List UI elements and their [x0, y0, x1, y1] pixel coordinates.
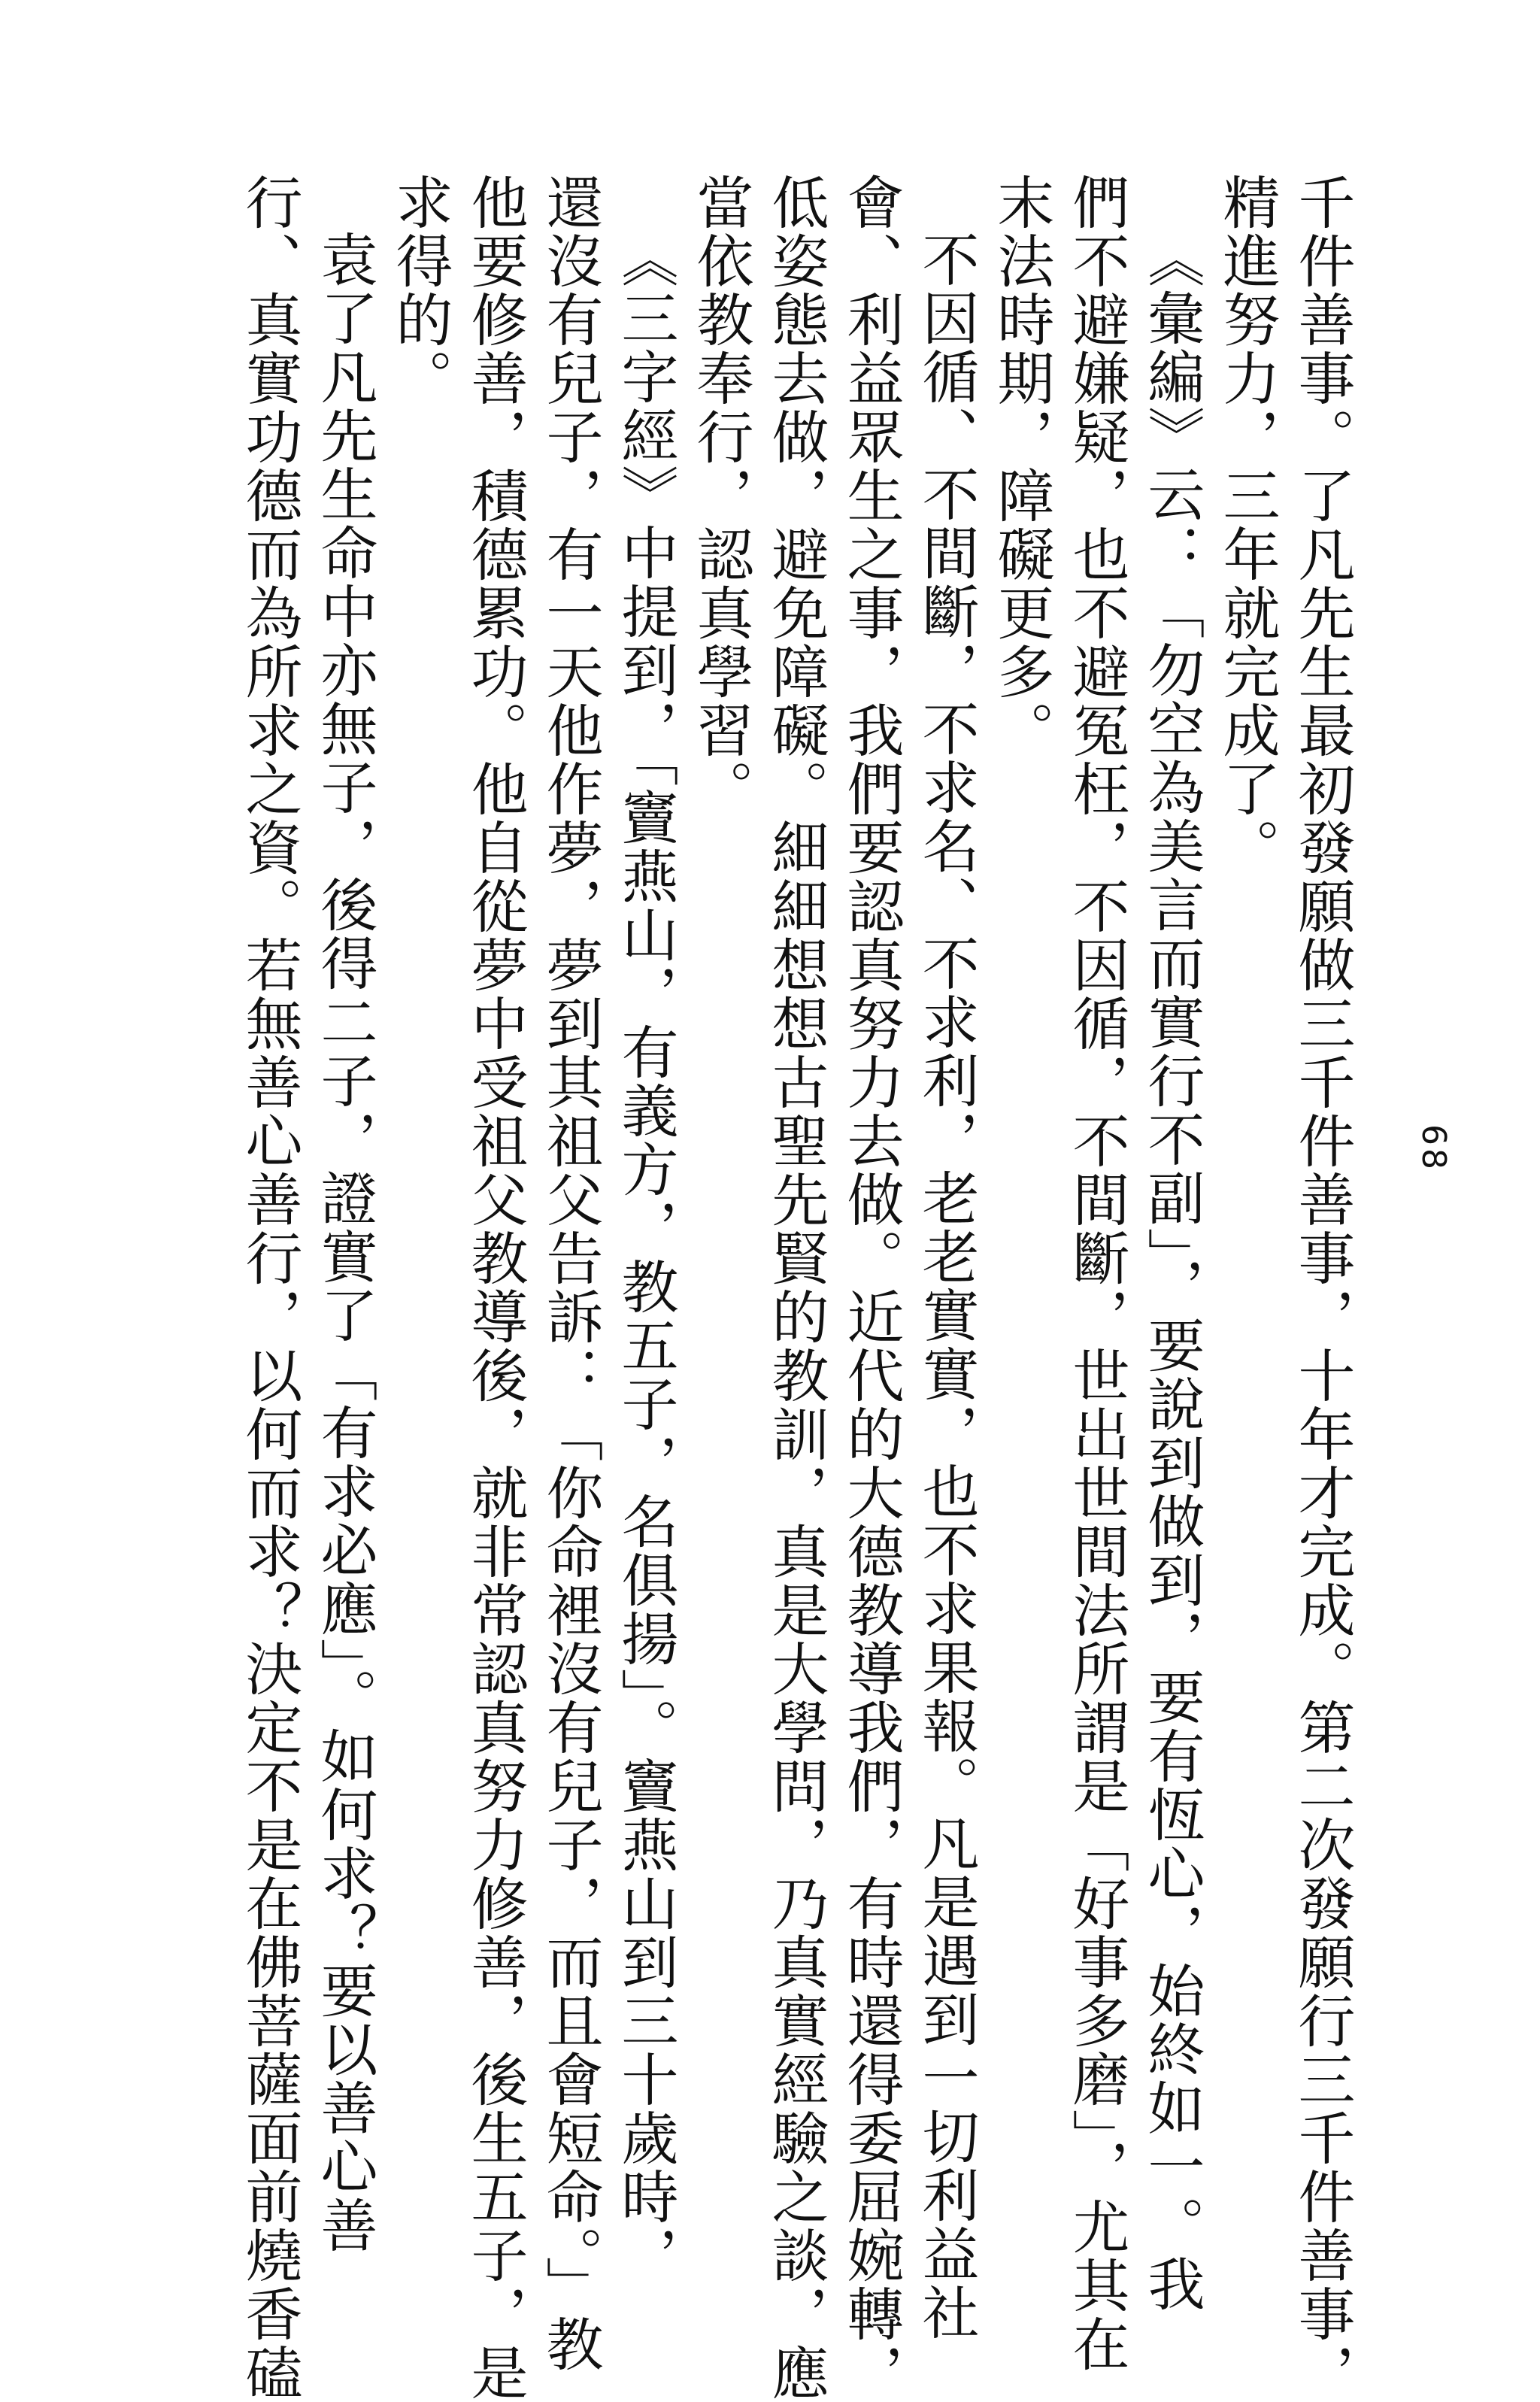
- text-line: 們不避嫌疑，也不避冤枉，不因循，不間斷，世出世間法所謂是「好事多磨」，尤其在: [1063, 173, 1130, 2373]
- paragraph-3: [683, 173, 984, 2402]
- text-line: 會、利益眾生之事，我們要認真努力去做。近代的大德教導我們，有時還得委屈婉轉，: [838, 173, 905, 2402]
- text-line: 行、真實功德而為所求之資。若無善心善行，以何而求？決定不是在佛菩薩面前燒香磕: [236, 173, 303, 2402]
- text-line: 低姿態去做，避免障礙。細細想想古聖先賢的教訓，真是大學問，乃真實經驗之談，應: [762, 173, 829, 2402]
- page-number: 68: [1414, 1124, 1453, 1172]
- text-line: 不因循、不間斷，不求名、不求利，老老實實，也不求果報。凡是遇到一切利益社: [913, 230, 980, 2342]
- text-line: 精進努力，三年就完成了。: [1214, 173, 1281, 877]
- text-line: 求得的。: [387, 173, 453, 408]
- paragraph-5: [232, 173, 382, 2402]
- text-line: 末法時期，障礙更多。: [988, 173, 1055, 760]
- text-line: 當依教奉行，認真學習。: [687, 173, 754, 818]
- text-line: 《三字經》中提到，「竇燕山，有義方，教五子，名俱揚」。竇燕山到三十歲時，: [612, 230, 679, 2285]
- text-line: 還沒有兒子，有一天他作夢，夢到其祖父告訴：「你命裡沒有兒子，而且會短命。」教: [537, 173, 604, 2373]
- text-line: 他要修善，積德累功。他自從夢中受祖父教導後，就非常認真努力修善，後生五子，是: [462, 173, 529, 2402]
- paragraph-2: [984, 173, 1209, 2373]
- text-line: 千件善事。了凡先生最初發願做三千件善事，十年才完成。第二次發願行三千件善事，: [1289, 173, 1356, 2402]
- paragraph-4: [382, 173, 683, 2402]
- text-line: 袁了凡先生命中亦無子，後得二子，證實了「有求必應」。如何求？要以善心善: [311, 230, 378, 2255]
- text-line: 《彙編》云：「勿空為美言而實行不副」，要說到做到，要有恆心，始終如一。我: [1138, 230, 1205, 2313]
- vertical-text-body: [232, 173, 1360, 2402]
- paragraph-1: [1209, 173, 1360, 2402]
